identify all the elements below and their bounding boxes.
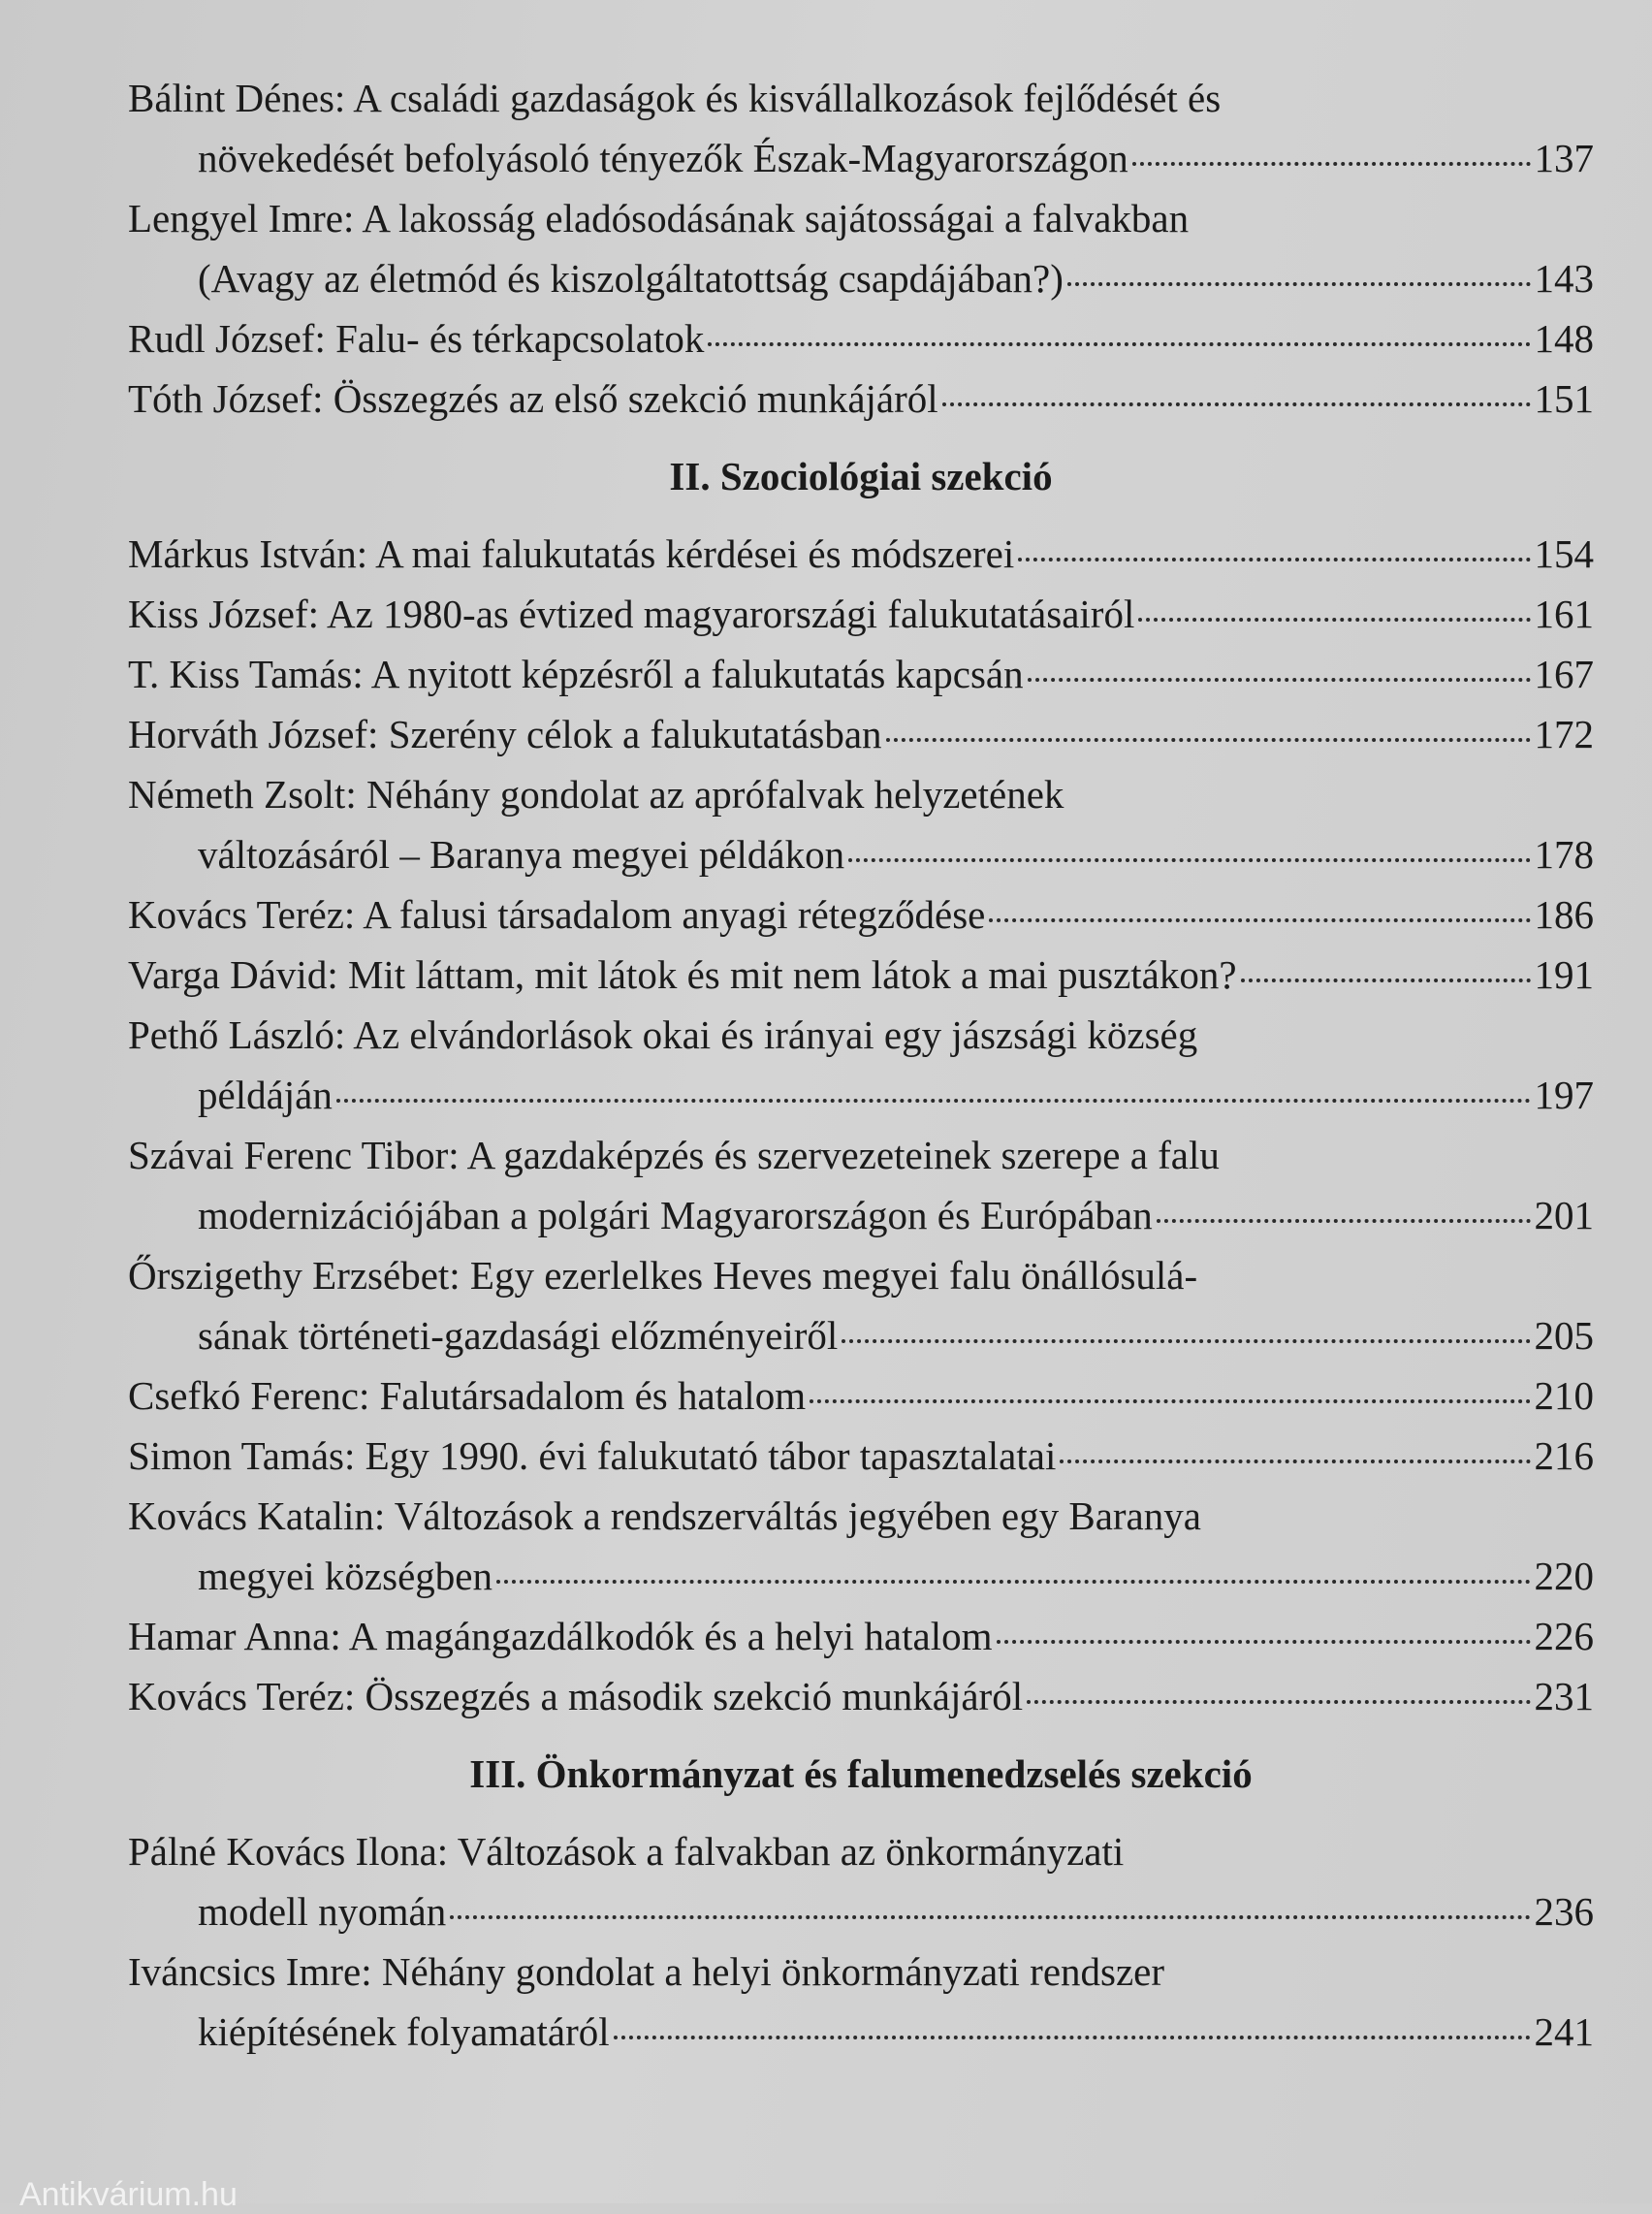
toc-entry <box>128 644 1594 704</box>
toc-entry <box>128 945 1594 1005</box>
toc-entry <box>128 1821 1594 1941</box>
dot-leader <box>1018 558 1530 562</box>
toc-page-number: 151 <box>1534 376 1594 421</box>
toc-entry-line <box>128 308 1594 369</box>
toc-entry-line <box>128 1666 1594 1726</box>
dot-leader <box>1028 678 1531 682</box>
toc-entry-title: Szávai Ferenc Tibor: A gazdaképzés és szervezeteinek szerepe a falu <box>128 1133 1220 1177</box>
toc-page-number: 137 <box>1534 136 1594 180</box>
dot-leader <box>336 1099 1531 1103</box>
toc-page-number: 178 <box>1534 832 1594 877</box>
dot-leader <box>708 342 1530 346</box>
toc-entry-title: kiépítésének folyamatáról <box>198 2009 610 2054</box>
toc-page-number: 220 <box>1534 1554 1594 1598</box>
toc-group-top <box>128 68 1594 429</box>
toc-page-number: 231 <box>1534 1674 1594 1718</box>
toc-entry-title: Csefkó Ferenc: Falutársadalom és hatalom <box>128 1373 807 1418</box>
toc-page-number: 197 <box>1534 1073 1594 1117</box>
dot-leader <box>1138 618 1530 622</box>
toc-entry-title: Simon Tamás: Egy 1990. évi falukutató tábor tapasztalatai <box>128 1433 1057 1478</box>
section-heading-3: III. Önkormányzat és falumenedzselés szekció <box>469 1751 1253 1796</box>
toc-page-number: 216 <box>1534 1433 1594 1478</box>
toc-page-number: 154 <box>1534 531 1594 576</box>
toc-group-section-2 <box>128 524 1594 1726</box>
toc-entry-line <box>128 1245 1594 1305</box>
toc-entry-line <box>128 369 1594 429</box>
toc-entry-title: Németh Zsolt: Néhány gondolat az aprófalvak helyzetének <box>128 772 1064 817</box>
toc-entry <box>128 308 1594 369</box>
toc-entry <box>128 524 1594 584</box>
toc-entry-line <box>128 1065 1594 1125</box>
dot-leader <box>1027 1700 1530 1704</box>
toc-entry <box>128 704 1594 764</box>
toc-entry-title: Kovács Katalin: Változások a rendszerváltás jegyében egy Baranya <box>128 1493 1201 1538</box>
toc-page-number: 205 <box>1534 1313 1594 1358</box>
toc-entry-title: modell nyomán <box>198 1889 447 1934</box>
toc-page-number: 201 <box>1534 1193 1594 1237</box>
toc-entry-line <box>128 1365 1594 1426</box>
toc-entry <box>128 1666 1594 1726</box>
toc-entry-title: Tóth József: Összegzés az első szekció munkájáról <box>128 376 938 421</box>
toc-entry-title: Pálné Kovács Ilona: Változások a falvakban az önkormányzati <box>128 1829 1125 1874</box>
toc-page-number: 226 <box>1534 1614 1594 1658</box>
toc-entry-line <box>128 824 1594 884</box>
toc-entry <box>128 1426 1594 1486</box>
toc-entry-line <box>128 704 1594 764</box>
toc-entry-title: Pethő László: Az elvándorlások okai és irányai egy jászsági község <box>128 1012 1198 1057</box>
dot-leader <box>1241 979 1531 982</box>
toc-entry-line <box>128 1185 1594 1245</box>
toc-entry <box>128 1125 1594 1245</box>
dot-leader <box>886 738 1531 742</box>
toc-entry-title: Őrszigethy Erzsébet: Egy ezerlelkes Heves megyei falu önállósulá- <box>128 1253 1198 1298</box>
toc-page-number: 167 <box>1534 652 1594 696</box>
toc-entry-title: sának történeti-gazdasági előzményeiről <box>198 1313 839 1358</box>
toc-entry-title: Rudl József: Falu- és térkapcsolatok <box>128 316 705 361</box>
toc-entry <box>128 1606 1594 1666</box>
watermark: Antikvárium.hu <box>19 2176 238 2213</box>
toc-entry-line <box>128 1305 1594 1365</box>
toc-entry-line <box>128 1125 1594 1185</box>
toc-page-number: 148 <box>1534 316 1594 361</box>
dot-leader <box>1067 282 1531 286</box>
toc-entry-line <box>128 188 1594 248</box>
toc-entry-title: változásáról – Baranya megyei példákon <box>198 832 845 877</box>
toc-page-number: 210 <box>1534 1373 1594 1418</box>
toc-entry-line <box>128 1426 1594 1486</box>
toc-entry-line <box>128 1486 1594 1546</box>
toc-entry <box>128 188 1594 308</box>
toc-entry-title: (Avagy az életmód és kiszolgáltatottság csapdájában?) <box>198 256 1064 301</box>
toc-entry <box>128 764 1594 884</box>
toc-page-number: 236 <box>1534 1889 1594 1934</box>
toc-entry-title: példáján <box>198 1073 333 1117</box>
toc-entry-title: Kiss József: Az 1980-as évtized magyarországi falukutatásairól <box>128 592 1135 636</box>
toc-entry-line <box>128 1821 1594 1881</box>
toc-entry <box>128 68 1594 188</box>
toc-entry-line <box>128 2002 1594 2062</box>
toc-entry-title: Bálint Dénes: A családi gazdaságok és kisvállalkozások fejlődését és <box>128 76 1222 120</box>
toc-entry-title: Lengyel Imre: A lakosság eladósodásának sajátosságai a falvakban <box>128 196 1190 241</box>
toc-entry <box>128 584 1594 644</box>
dot-leader <box>810 1399 1530 1403</box>
toc-entry-title: megyei községben <box>198 1554 492 1598</box>
dot-leader <box>614 2036 1531 2039</box>
section-heading-2: II. Szociológiai szekció <box>669 454 1053 498</box>
dot-leader <box>1132 162 1531 166</box>
toc-page-number: 143 <box>1534 256 1594 301</box>
toc-entry-line <box>128 1881 1594 1941</box>
toc-entry-line <box>128 764 1594 824</box>
toc-page-number: 186 <box>1534 892 1594 937</box>
toc-entry <box>128 1365 1594 1426</box>
toc-page-number: 161 <box>1534 592 1594 636</box>
toc-entry-title: Iváncsics Imre: Néhány gondolat a helyi önkormányzati rendszer <box>128 1949 1165 1994</box>
toc-entry-line <box>128 1546 1594 1606</box>
toc-entry <box>128 369 1594 429</box>
dot-leader <box>997 1640 1531 1644</box>
table-of-contents <box>128 68 1594 2062</box>
toc-page-number: 241 <box>1534 2009 1594 2054</box>
dot-leader <box>942 402 1531 406</box>
toc-entry <box>128 884 1594 945</box>
toc-entry-title: T. Kiss Tamás: A nyitott képzésről a falukutatás kapcsán <box>128 652 1024 696</box>
toc-entry <box>128 1005 1594 1125</box>
toc-entry-line <box>128 1005 1594 1065</box>
toc-entry-line <box>128 128 1594 188</box>
toc-entry-line <box>128 1941 1594 2002</box>
toc-entry <box>128 1941 1594 2062</box>
toc-entry-title: Horváth József: Szerény célok a falukutatásban <box>128 712 882 756</box>
toc-entry-title: Varga Dávid: Mit láttam, mit látok és mit nem látok a mai pusztákon? <box>128 952 1237 997</box>
toc-entry-title: Kovács Teréz: A falusi társadalom anyagi rétegződése <box>128 892 986 937</box>
toc-entry-line <box>128 644 1594 704</box>
toc-entry-line <box>128 1606 1594 1666</box>
toc-entry-title: Hamar Anna: A magángazdálkodók és a helyi hatalom <box>128 1614 993 1658</box>
dot-leader <box>842 1339 1530 1343</box>
toc-entry-line <box>128 248 1594 308</box>
toc-entry-line <box>128 68 1594 128</box>
toc-entry-line <box>128 584 1594 644</box>
toc-entry-line <box>128 524 1594 584</box>
dot-leader <box>450 1915 1530 1919</box>
toc-group-section-3 <box>128 1821 1594 2062</box>
toc-entry-line <box>128 945 1594 1005</box>
toc-entry-title: Kovács Teréz: Összegzés a második szekció munkájáról <box>128 1674 1024 1718</box>
toc-entry-title: növekedését befolyásoló tényezők Észak-Magyarországon <box>198 136 1128 180</box>
toc-entry-title: Márkus István: A mai falukutatás kérdései és módszerei <box>128 531 1015 576</box>
dot-leader <box>989 918 1530 922</box>
toc-page-number: 172 <box>1534 712 1594 756</box>
toc-entry <box>128 1245 1594 1365</box>
toc-entry <box>128 1486 1594 1606</box>
dot-leader <box>1060 1460 1530 1463</box>
dot-leader <box>1157 1219 1531 1223</box>
toc-entry-title: modernizációjában a polgári Magyarországon és Európában <box>198 1193 1153 1237</box>
dot-leader <box>496 1580 1531 1584</box>
toc-entry-line <box>128 884 1594 945</box>
toc-page-number: 191 <box>1534 952 1594 997</box>
dot-leader <box>848 858 1530 862</box>
